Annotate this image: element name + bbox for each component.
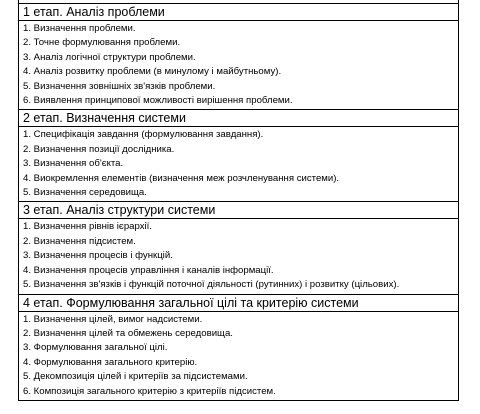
stage-item: 5. Декомпозиція цілей і критеріїв за підсистемами. — [23, 371, 248, 383]
stage-item: 5. Визначення зовнішніх зв'язків проблеми. — [23, 80, 216, 92]
stage-heading-row — [19, 110, 459, 127]
stage-item: 3. Визначення процесів і функцій. — [23, 250, 173, 262]
stage-heading: 2 етап. Визначення системи — [19, 110, 459, 127]
stage-item: 1. Специфікація завдання (формулювання завдання). — [23, 129, 264, 141]
stage-items-row — [19, 21, 459, 110]
system-analysis-stages-table — [18, 3, 459, 401]
stage-item: 5. Визначення середовища. — [23, 187, 147, 199]
stage-item: 2. Точне формулювання проблеми. — [23, 37, 181, 49]
stage-item: 4. Виокремлення елементів (визначення меж розчленування системи). — [23, 172, 340, 184]
stage-item: 6. Композиція загального критерію з критеріїв підсистем. — [23, 385, 276, 397]
stage-item: 5. Визначення зв'язків і функцій поточної діяльності (рутинних) і розвитку (цільових). — [23, 279, 400, 291]
stage-item: 2. Визначення підсистем. — [23, 235, 136, 247]
stage-items-row — [19, 219, 459, 294]
stage-item: 3. Формулювання загальної цілі. — [23, 342, 168, 354]
stage-item: 3. Аналіз логічної структури проблеми. — [23, 51, 196, 63]
stage-items-row — [19, 127, 459, 202]
stage-item: 1. Визначення проблеми. — [23, 23, 136, 34]
stage-item: 1. Визначення рівнів ієрархії. — [23, 221, 152, 233]
stage-heading: 3 етап. Аналіз структури системи — [19, 202, 459, 219]
stage-item: 1. Визначення цілей, вимог надсистеми. — [23, 313, 203, 325]
stage-item: 4. Аналіз розвитку проблеми (в минулому і майбутньому). — [23, 66, 282, 78]
stage-items-cell — [19, 127, 459, 202]
stage-heading-row — [19, 294, 459, 311]
stage-items-cell — [19, 21, 459, 110]
stage-item: 4. Формулювання загального критерію. — [23, 356, 198, 368]
stage-heading-row — [19, 202, 459, 219]
stage-heading: 4 етап. Формулювання загальної цілі та критерію системи — [19, 294, 459, 311]
stages-table-body — [19, 4, 459, 401]
stage-item: 4. Визначення процесів управління і каналів інформації. — [23, 264, 274, 276]
stage-item: 3. Визначення об'єкта. — [23, 158, 124, 170]
stage-item: 2. Визначення цілей та обмежень середовища. — [23, 327, 233, 339]
stage-heading-row — [19, 4, 459, 21]
stage-items-row — [19, 311, 459, 400]
stage-items-cell — [19, 311, 459, 400]
stage-item: 6. Виявлення принципової можливості вирішення проблеми. — [23, 95, 293, 107]
stage-item: 2. Визначення позиції дослідника. — [23, 143, 175, 155]
stage-items-cell — [19, 219, 459, 294]
stage-heading: 1 етап. Аналіз проблеми — [19, 4, 459, 21]
